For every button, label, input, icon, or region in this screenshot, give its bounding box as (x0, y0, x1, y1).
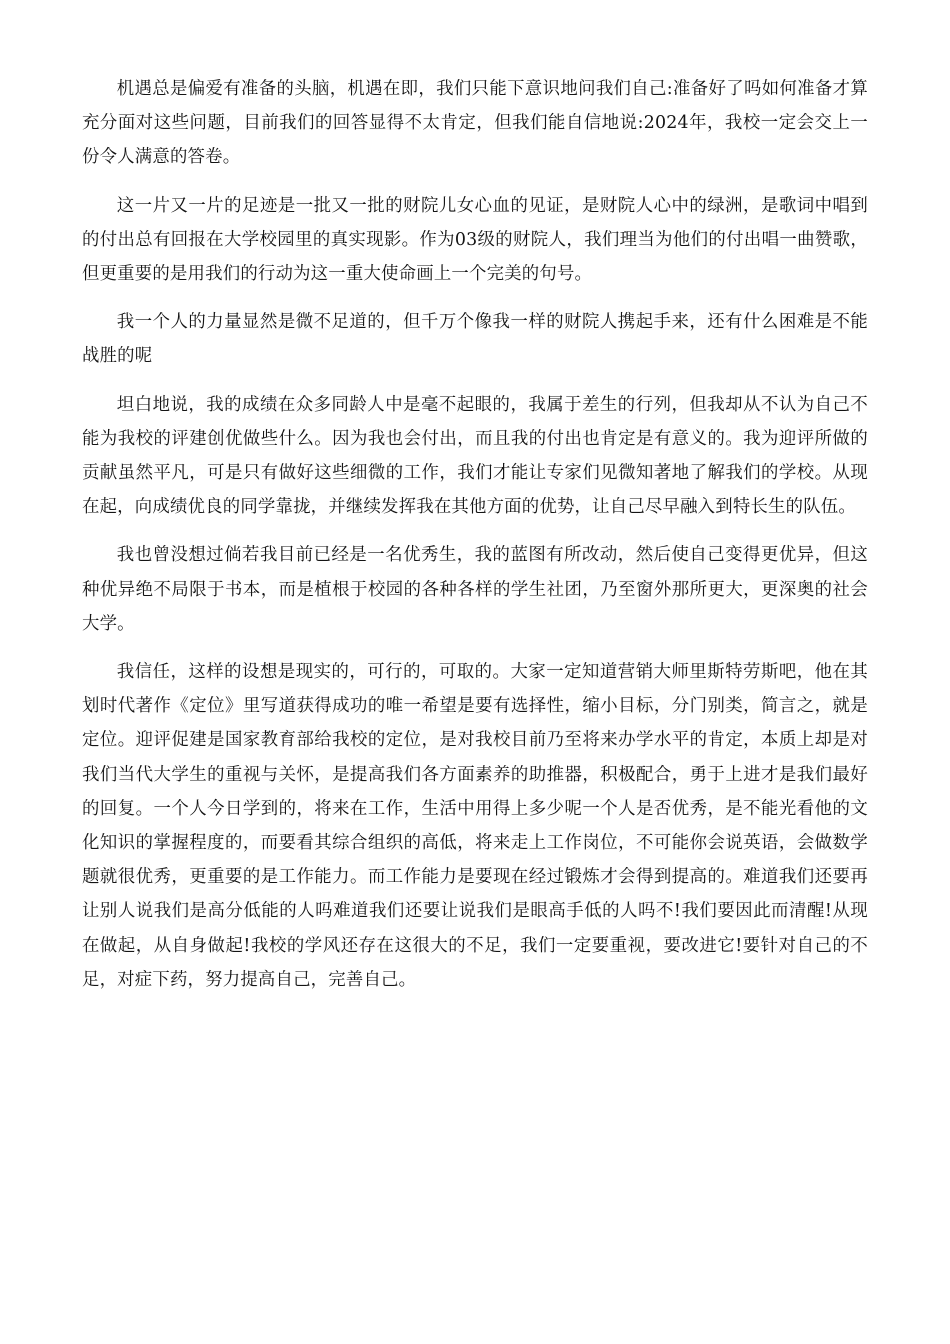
paragraph: 我一个人的力量显然是微不足道的，但千万个像我一样的财院人携起手来，还有什么困难是不能战胜的呢 (82, 312, 868, 367)
paragraph: 我也曾没想过倘若我目前已经是一名优秀生，我的蓝图有所改动，然后使自己变得更优异，但这种优异绝不局限于书本，而是植根于校园的各种各样的学生社团，乃至窗外那所更大，更深奥的社会大学。 (82, 545, 868, 634)
document-body (82, 72, 868, 1011)
paragraph: 这一片又一片的足迹是一批又一批的财院儿女心血的见证，是财院人心中的绿洲，是歌词中唱到的付出总有回报在大学校园里的真实现影。作为03级的财院人，我们理当为他们的付出唱一曲赞歌，但更重要的是用我们的行动为这一重大使命画上一个完美的句号。 (82, 195, 868, 285)
paragraph: 我信任，这样的设想是现实的，可行的，可取的。大家一定知道营销大师里斯特劳斯吧，他在其划时代著作《定位》里写道获得成功的唯一希望是要有选择性，缩小目标，分门别类，简言之，就是定位。迎评促建是国家教育部给我校的定位，是对我校目前乃至将来办学水平的肯定，本质上却是对我们当代大学生的重视与关怀，是提高我们各方面素养的助推器，积极配合，勇于上进才是我们最好的回复。一个人今日学到的，将来在工作，生活中用得上多少呢一个人是否优秀，是不能光看他的文化知识的掌握程度的，而要看其综合组织的高低，将来走上工作岗位，不可能你会说英语，会做数学题就很优秀，更重要的是工作能力。而工作能力是要现在经过锻炼才会得到提高的。难道我们还要再让别人说我们是高分低能的人吗难道我们还要让说我们是眼高手低的人吗不!我们要因此而清醒!从现在做起，从自身做起!我校的学风还存在这很大的不足，我们一定要重视，要改进它!要针对自己的不足，对症下药，努力提高自己，完善自己。 (82, 662, 868, 990)
paragraph: 坦白地说，我的成绩在众多同龄人中是毫不起眼的，我属于差生的行列，但我却从不认为自己不能为我校的评建创优做些什么。因为我也会付出，而且我的付出也肯定是有意义的。我为迎评所做的贡献虽然平凡，可是只有做好这些细微的工作，我们才能让专家们见微知著地了解我们的学校。从现在起，向成绩优良的同学靠拢，并继续发挥我在其他方面的优势，让自己尽早融入到特长生的队伍。 (82, 394, 868, 518)
paragraph: 机遇总是偏爱有准备的头脑，机遇在即，我们只能下意识地问我们自己:准备好了吗如何准备才算充分面对这些问题，目前我们的回答显得不太肯定，但我们能自信地说:2024年，我校一定会交上一份令人满意的答卷。 (82, 79, 868, 168)
